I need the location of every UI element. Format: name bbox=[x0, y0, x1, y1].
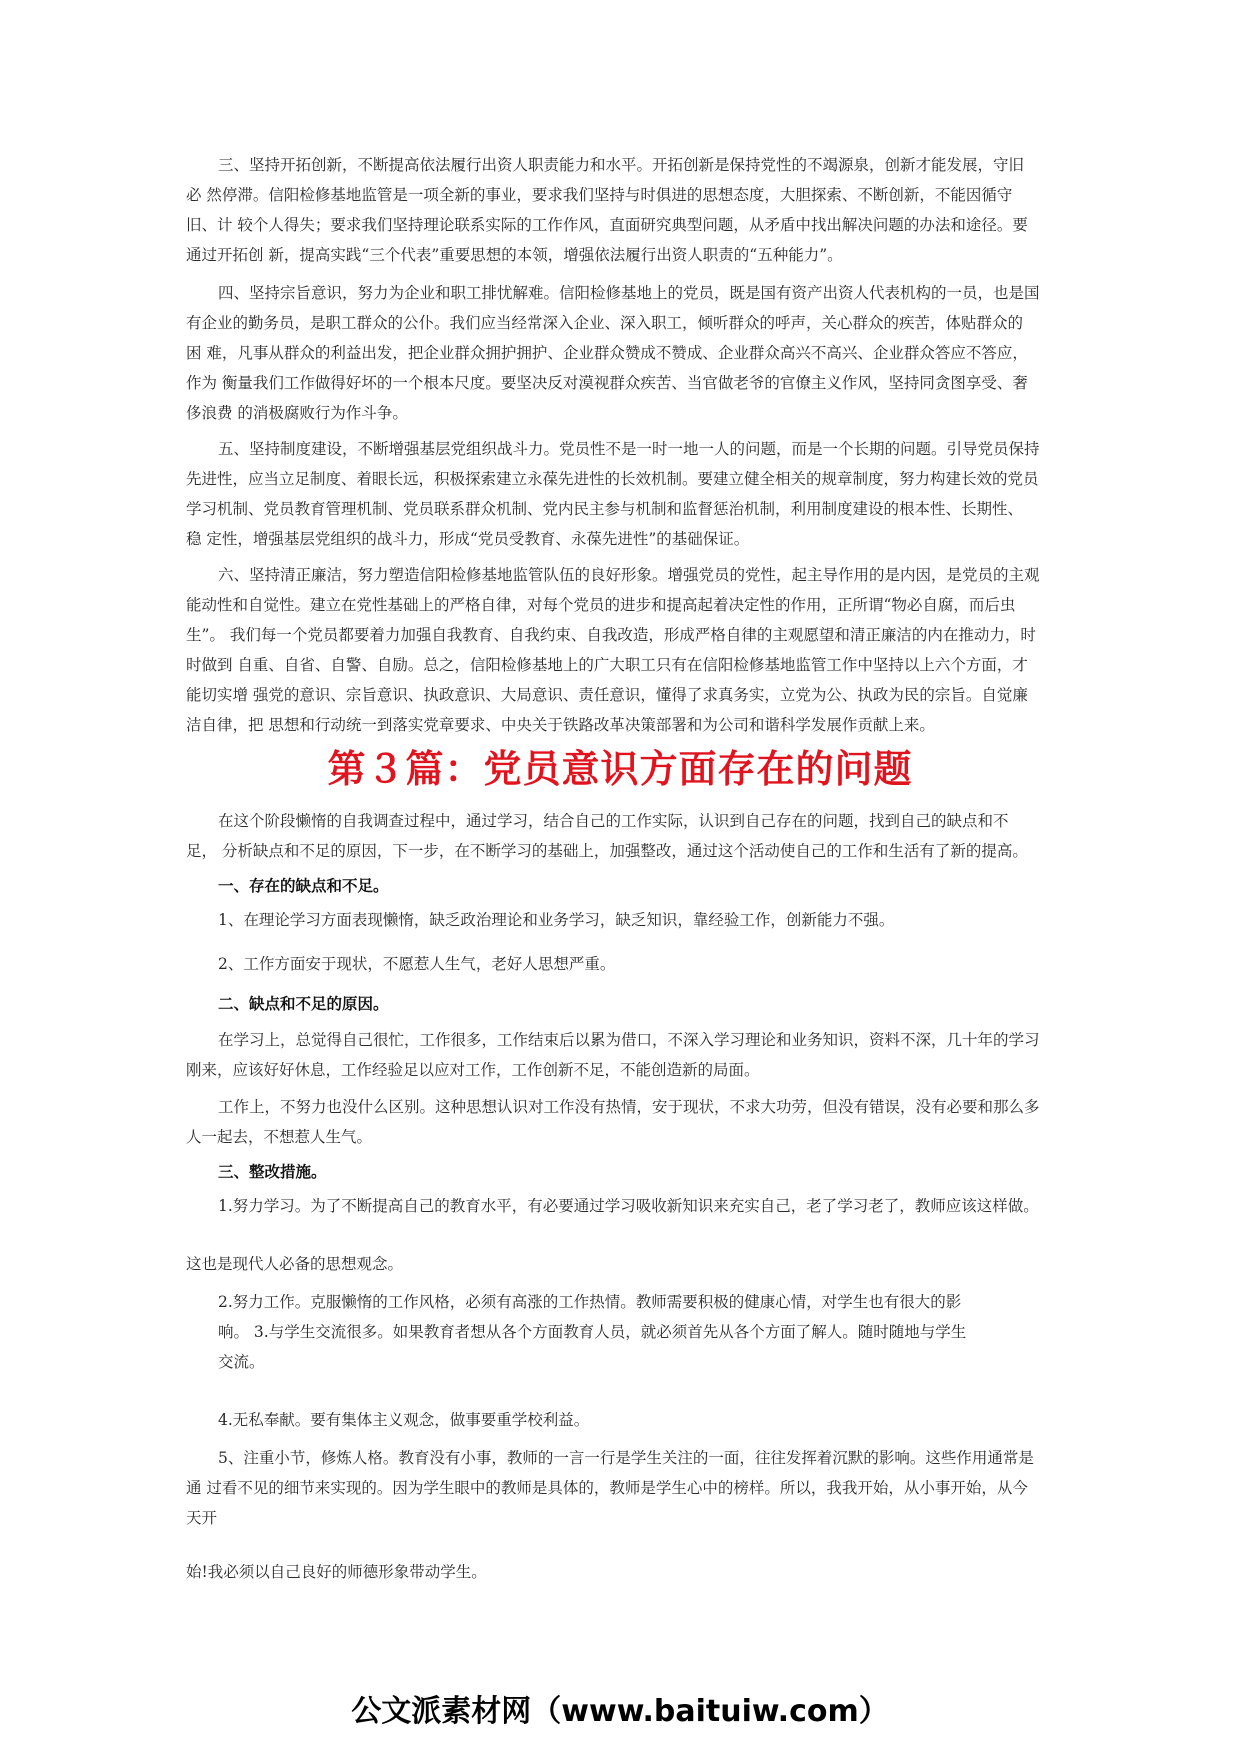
text-line: 先进性，应当立足制度、着眼长远，积极探索建立永葆先进性的长效机制。要建立健全相关的规章制度，努力构建长效的党员 bbox=[186, 470, 1039, 488]
text-line: 人一起去，不想惹人生气。 bbox=[186, 1128, 373, 1146]
text-line: 能动性和自觉性。建立在党性基础上的严格自律，对每个党员的进步和提高起着决定性的作用，正所谓“物必自腐，而后虫 bbox=[186, 596, 1016, 614]
chapter-title: 第３篇：党员意识方面存在的问题 bbox=[327, 747, 913, 791]
text-line: 有企业的勤务员，是职工群众的公仆。我们应当经常深入企业、深入职工，倾听群众的呼声，关心群众的疾苦，体贴群众的 bbox=[186, 314, 1024, 332]
text-line: 六、坚持清正廉洁，努力塑造信阳检修基地监管队伍的良好形象。增强党员的党性，起主导作用的是内因，是党员的主观 bbox=[218, 566, 1040, 584]
text-line: 三、坚持开拓创新，不断提高依法履行出资人职责能力和水平。开拓创新是保持党性的不竭源泉，创新才能发展，守旧 bbox=[218, 156, 1025, 174]
list-item-continuation: 始!我必须以自己良好的师德形象带动学生。 bbox=[186, 1563, 487, 1581]
section-heading-measures: 三、整改措施。 bbox=[218, 1163, 327, 1181]
text-line: 侈浪费 的消极腐败行为作斗争。 bbox=[186, 404, 408, 422]
text-line: 能切实增 强党的意识、宗旨意识、执政意识、大局意识、责任意识，懂得了求真务实，立党为公、执政为民的宗旨。自觉廉 bbox=[186, 686, 1028, 704]
text-line: 天开 bbox=[186, 1509, 218, 1527]
text-line: 2.努力工作。克服懒惰的工作风格，必须有高涨的工作热情。教师需要积极的健康心情，对学生也有很大的影 bbox=[218, 1293, 962, 1311]
paragraph-section-5 bbox=[186, 434, 1058, 554]
text-line: 旧、计 较个人得失；要求我们坚持理论联系实际的工作作风，直面研究典型问题，从矛盾中找出解决问题的办法和途径。要 bbox=[186, 216, 1028, 234]
text-line: 必 然停滞。信阳检修基地监管是一项全新的事业，要求我们坚持与时俱进的思想态度，大胆探索、不断创新，不能因循守 bbox=[186, 186, 1013, 204]
text-line: 稳 定性，增强基层党组织的战斗力，形成“党员受教育、永葆先进性”的基础保证。 bbox=[186, 530, 750, 548]
text-line: 通过开拓创 新，提高实践“三个代表”重要思想的本领，增强依法履行出资人职责的“五种能力”。 bbox=[186, 246, 843, 264]
text-line: 作为 衡量我们工作做得好坏的一个根本尺度。要坚决反对漠视群众疾苦、当官做老爷的官僚主义作风，坚持同贪图享受、奢 bbox=[186, 374, 1028, 392]
text-line: 学习机制、党员教育管理机制、党员联系群众机制、党内民主参与机制和监督惩治机制，利用制度建设的根本性、长期性、 bbox=[186, 500, 1024, 518]
list-item: 1、在理论学习方面表现懒惰，缺乏政治理论和业务学习，缺乏知识，靠经验工作，创新能力不强。 bbox=[218, 911, 895, 929]
text-line: 5、注重小节，修炼人格。教育没有小事，教师的一言一行是学生关注的一面，往往发挥着沉默的影响。这些作用通常是 bbox=[218, 1449, 1034, 1467]
list-item-continuation: 这也是现代人必备的思想观念。 bbox=[186, 1255, 404, 1273]
intro-paragraph bbox=[186, 806, 1058, 866]
cause-paragraph-study bbox=[186, 1025, 1058, 1085]
list-item: 1.努力学习。为了不断提高自己的教育水平，有必要通过学习吸收新知识来充实自己，老了学习老了，教师应该这样做。 bbox=[218, 1197, 1039, 1215]
measure-paragraph-5 bbox=[186, 1443, 1058, 1533]
text-line: 交流。 bbox=[218, 1353, 265, 1371]
text-line: 刚来，应该好好休息，工作经验足以应对工作，工作创新不足，不能创造新的局面。 bbox=[186, 1061, 760, 1079]
paragraph-section-4 bbox=[186, 278, 1058, 428]
text-line: 四、坚持宗旨意识，努力为企业和职工排忧解难。信阳检修基地上的党员，既是国有资产出资人代表机构的一员，也是国 bbox=[218, 284, 1040, 302]
text-line: 五、坚持制度建设，不断增强基层党组织战斗力。党员性不是一时一地一人的问题，而是一个长期的问题。引导党员保持 bbox=[218, 440, 1040, 458]
list-item: 2、工作方面安于现状，不愿惹人生气，老好人思想严重。 bbox=[218, 955, 616, 973]
text-line: 生”。 我们每一个党员都要着力加强自我教育、自我约束、自我改造，形成严格自律的主观愿望和清正廉洁的内在推动力，时 bbox=[186, 626, 1036, 644]
text-line: 通 过看不见的细节来实现的。因为学生眼中的教师是具体的，教师是学生心中的榜样。所以，我我开始，从小事开始，从今 bbox=[186, 1479, 1028, 1497]
paragraph-section-6 bbox=[186, 560, 1058, 740]
cause-paragraph-work bbox=[186, 1092, 1058, 1152]
text-line: 响。 3.与学生交流很多。如果教育者想从各个方面教育人员，就必须首先从各个方面了解人。随时随地与学生 bbox=[218, 1323, 967, 1341]
text-line: 时做到 自重、自省、自警、自励。总之，信阳检修基地上的广大职工只有在信阳检修基地监管工作中坚持以上六个方面，才 bbox=[186, 656, 1028, 674]
section-heading-causes: 二、缺点和不足的原因。 bbox=[218, 995, 389, 1013]
text-line: 困 难，凡事从群众的利益出发，把企业群众拥护拥护、企业群众赞成不赞成、企业群众高兴不高兴、企业群众答应不答应， bbox=[186, 344, 1028, 362]
text-line: 工作上，不努力也没什么区别。这种思想认识对工作没有热情，安于现状，不求大功劳，但没有错误，没有必要和那么多 bbox=[218, 1098, 1040, 1116]
footer-watermark: 公文派素材网（www.baituiw.com） bbox=[351, 1694, 889, 1729]
paragraph-section-3 bbox=[186, 150, 1058, 270]
text-line: 足， 分析缺点和不足的原因，下一步，在不断学习的基础上，加强整改，通过这个活动使自己的工作和生活有了新的提高。 bbox=[186, 842, 1028, 860]
list-item: 4.无私奉献。要有集体主义观念，做事要重学校利益。 bbox=[218, 1411, 590, 1429]
section-heading-shortcomings: 一、存在的缺点和不足。 bbox=[218, 877, 389, 895]
text-line: 在这个阶段懒惰的自我调查过程中，通过学习，结合自己的工作实际，认识到自己存在的问题，找到自己的缺点和不 bbox=[218, 812, 1009, 830]
measure-paragraph-2 bbox=[218, 1287, 1058, 1377]
text-line: 洁自律，把 思想和行动统一到落实党章要求、中央关于铁路改革决策部署和为公司和谐科学发展作贡献上来。 bbox=[186, 716, 935, 734]
text-line: 在学习上，总觉得自己很忙，工作很多，工作结束后以累为借口，不深入学习理论和业务知识，资料不深，几十年的学习 bbox=[218, 1031, 1040, 1049]
